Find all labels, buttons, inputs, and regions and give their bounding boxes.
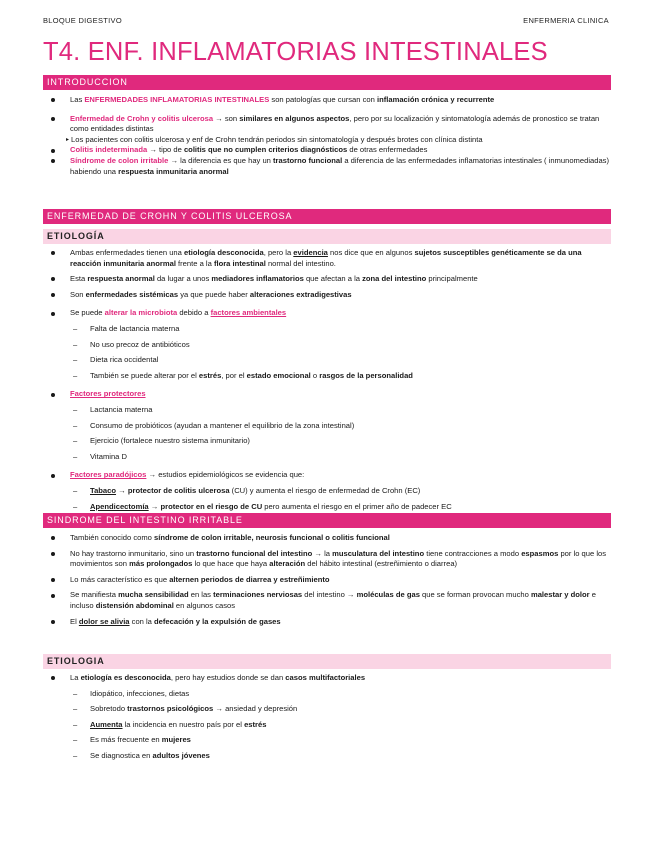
section-etiologia2-header: ETIOLOGIA <box>43 654 611 669</box>
list-item: – Vitamina D <box>50 452 610 463</box>
list-item: – Se diagnostica en adultos jóvenes <box>50 751 610 762</box>
list-item: – Ejercicio (fortalece nuestro sistema inmunitario) <box>50 436 610 447</box>
crohn-list <box>50 248 610 512</box>
list-item: Factores protectores <box>50 389 610 400</box>
list-item: ▸ Los pacientes con colitis ulcerosa y enf de Crohn tendrán periodos sin sintomatología y después brotes con clínica distinta <box>50 135 610 146</box>
section-etiologia-header: ETIOLOGÍA <box>43 229 611 244</box>
list-item: Las ENFERMEDADES INFLAMATORIAS INTESTINALES son patologías que cursan con inflamación crónica y recurrente <box>50 95 610 106</box>
list-item: – Idiopático, infecciones, dietas <box>50 689 610 700</box>
list-item: Se puede alterar la microbiota debido a factores ambientales <box>50 308 610 319</box>
list-item: – Tabaco → protector de colitis ulcerosa (CU) y aumenta el riesgo de enfermedad de Crohn (EC) <box>50 486 610 497</box>
list-item: También conocido como síndrome de colon irritable, neurosis funcional o colitis funcional <box>50 533 610 544</box>
header-right: ENFERMERIA CLINICA <box>523 16 609 25</box>
list-item: – Es más frecuente en mujeres <box>50 735 610 746</box>
list-item: – Aumenta la incidencia en nuestro país por el estrés <box>50 720 610 731</box>
list-item: Son enfermedades sistémicas ya que puede haber alteraciones extradigestivas <box>50 290 610 301</box>
header-left: BLOQUE DIGESTIVO <box>43 16 122 25</box>
list-item: – Dieta rica occidental <box>50 355 610 366</box>
list-item: Enfermedad de Crohn y colitis ulcerosa → son similares en algunos aspectos, pero por su localización y sintomatología además de pronostico se tratan como entidades distintas <box>50 114 610 135</box>
list-item: La etiología es desconocida, pero hay estudios donde se dan casos multifactoriales <box>50 673 610 684</box>
list-item: – Sobretodo trastornos psicológicos → ansiedad y depresión <box>50 704 610 715</box>
section-sii-header: SINDROME DEL INTESTINO IRRITABLE <box>43 513 611 528</box>
sii-list <box>50 533 610 627</box>
list-item: Lo más característico es que alternen periodos de diarrea y estreñimiento <box>50 575 610 586</box>
list-item: Síndrome de colon irritable → la diferencia es que hay un trastorno funcional a diferencia de las enfermedades inflamatorias intestinales ( inmunomediadas) habiendo una respuesta inmunitaria anormal <box>50 156 610 177</box>
list-item: No hay trastorno inmunitario, sino un trastorno funcional del intestino → la musculatura del intestino tiene contracciones a modo espasmos por lo que los movimientos son más prolongados lo que hace que haya alteración del hábito intestinal (estreñimiento o diarrea) <box>50 549 610 570</box>
list-item: – Falta de lactancia materna <box>50 324 610 335</box>
list-item: – También se puede alterar por el estrés, por el estado emocional o rasgos de la personalidad <box>50 371 610 382</box>
list-item: – Consumo de probióticos (ayudan a mantener el equilibrio de la zona intestinal) <box>50 421 610 432</box>
section-intro-header: INTRODUCCION <box>43 75 611 90</box>
section-crohn-header: ENFERMEDAD DE CROHN Y COLITIS ULCEROSA <box>43 209 611 224</box>
list-item: – Lactancia materna <box>50 405 610 416</box>
list-item: Colitis indeterminada → tipo de colitis que no cumplen criterios diagnósticos de otras enfermedades <box>50 145 610 156</box>
list-item: Se manifiesta mucha sensibilidad en las terminaciones nerviosas del intestino → moléculas de gas que se forman provocan mucho malestar y dolor e incluso distensión abdominal en algunos casos <box>50 590 610 611</box>
list-item: Ambas enfermedades tienen una etiología desconocida, pero la evidencia nos dice que en algunos sujetos susceptibles genéticamente se da una reacción inmunitaria anormal frente a la flora intestinal normal del intestino. <box>50 248 610 269</box>
list-item: Factores paradójicos → estudios epidemiológicos se evidencia que: <box>50 470 610 481</box>
intro-list <box>50 95 610 177</box>
list-item: Esta respuesta anormal da lugar a unos mediadores inflamatorios que afectan a la zona del intestino principalmente <box>50 274 610 285</box>
etiologia2-list <box>50 673 610 762</box>
list-item: El dolor se alivia con la defecación y la expulsión de gases <box>50 617 610 628</box>
list-item: – Apendicectomía → protector en el riesgo de CU pero aumenta el riesgo en el primer año de padecer EC <box>50 502 610 513</box>
page-title: T4. ENF. INFLAMATORIAS INTESTINALES <box>43 38 548 66</box>
list-item: – No uso precoz de antibióticos <box>50 340 610 351</box>
